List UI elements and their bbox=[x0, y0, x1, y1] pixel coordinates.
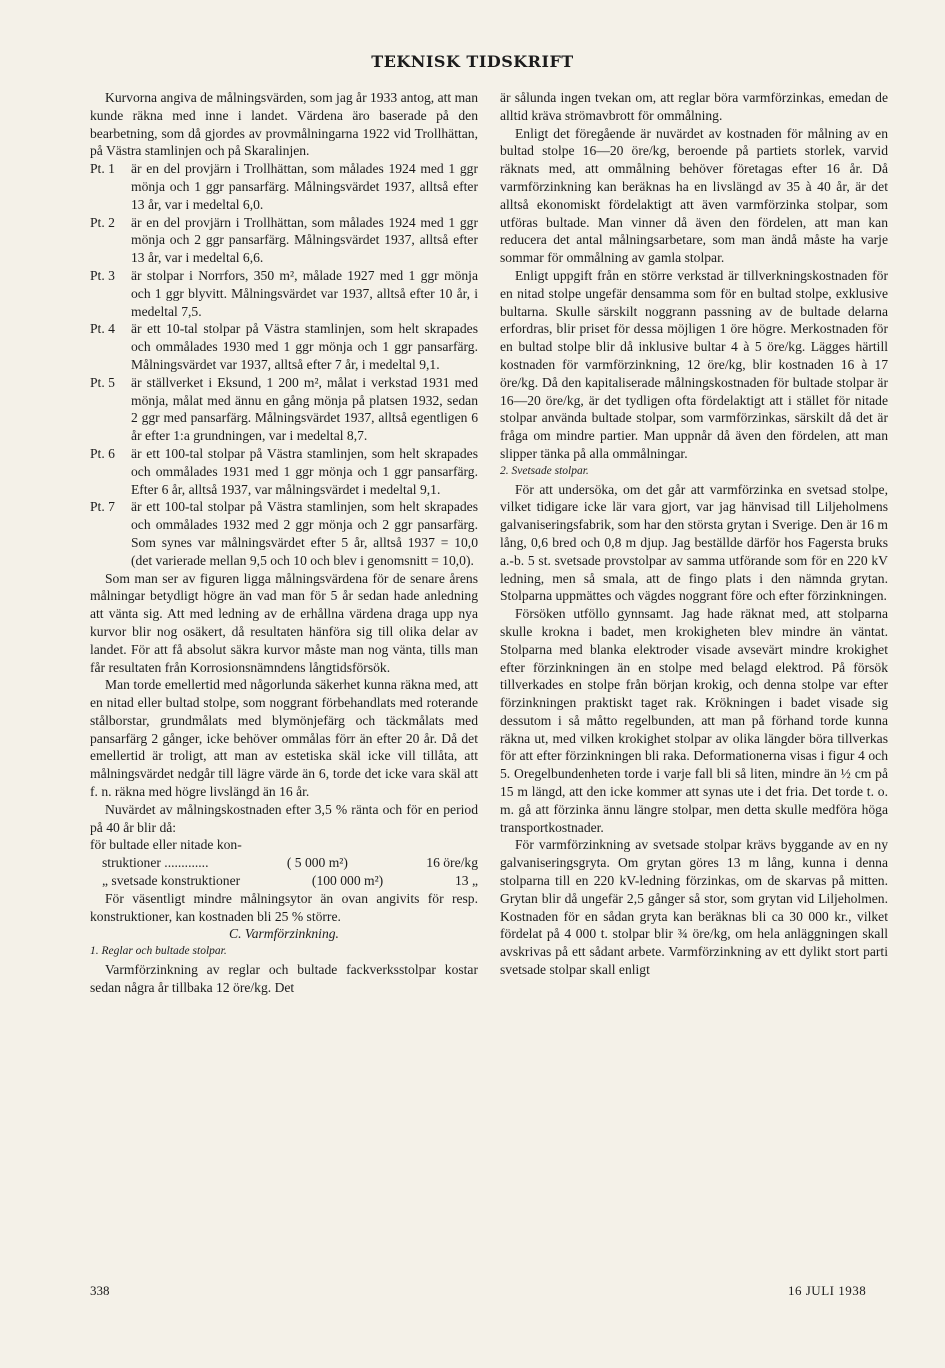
point-item: Pt. 2 är en del provjärn i Trollhättan, som målades 1924 med 1 ggr mönja och 2 ggr pansarfärg. Målningsvärdet 1937, alltså efter 13 år, var i medeltal 6,6. bbox=[90, 214, 478, 266]
varm-paragraph: Varmförzinkning av reglar och bultade fackverksstolpar kostar sedan några år tillbaka 12 öre/kg. Det bbox=[90, 962, 478, 995]
section-heading: C. Varmförzinkning. bbox=[229, 926, 339, 942]
subsection-heading: 1. Reglar och bultade stolpar. bbox=[90, 945, 227, 958]
figure-paragraph: Som man ser av figuren ligga målningsvärdena för de senare årens målningar betydligt högre än vad man för 5 år sedan hade anledning att vänta sig. Att med ledning av de erhållna värdena draga upp nya kurvor blir nog osäkert, då resultaten hänföra sig till olika delar av landet. För att få absolut säkra kurvor måste man nog vänta, tills man får resultaten från Korrosionsnämndens långtidsförsök. bbox=[90, 570, 478, 675]
cost-row-welded: „ svetsade konstruktioner (100 000 m²) 13 „ bbox=[102, 873, 478, 889]
issue-date: 16 JULI 1938 bbox=[788, 1283, 867, 1298]
point-item: Pt. 4 är ett 10-tal stolpar på Västra stamlinjen, som helt skrapades och ommålades 1930 med 1 ggr mönja och 1 ggr pansarfärg. Målningsvärdet var 1937, alltså efter 7 år, i medeltal 9,1. bbox=[90, 321, 478, 372]
left-column bbox=[90, 89, 478, 997]
intro-paragraph: Kurvorna angiva de målningsvärden, som jag år 1933 antog, att man kunde räkna med inne i landet. Värdena äro baserade på den bearbetning, som då gjordes av provmålningarna 1922 vid Trollhättan, på Västra stamlinjen och på Skaralinjen. bbox=[90, 90, 478, 159]
point-item: Pt. 3 är stolpar i Norrfors, 350 m², målade 1927 med 1 ggr mönja och 1 ggr blyvitt. Målningsvärdet var 1937, alltså efter 10 år, i medeltal 7,5. bbox=[90, 267, 478, 319]
page-number: 338 bbox=[90, 1283, 110, 1298]
calc-paragraph: Man torde emellertid med någorlunda säkerhet kunna räkna med, att en nitad eller bultad stolpe, som noggrant förbehandlats med roterande stålborstar, grundmålats med blymönjefärg och täckmålats med pansarfärg 2 gånger, icke behöver ommålas förr än efter 20 år. Då det emellertid är troligt, att man av estetiska skäl icke vill tillåta, att målningsvärdet nedgår till lägre värde än 6, torde det icke vara skäl att f. n. räkna med högre livslängd än 16 år. bbox=[90, 677, 478, 800]
point-item: Pt. 1 är en del provjärn i Trollhättan, som målades 1924 med 1 ggr mönja och 1 ggr pansarfärg. Målningsvärdet 1937, alltså efter 13 år, var i medeltal 6,0. bbox=[90, 161, 478, 212]
right-paragraph: Försöken utföllo gynnsamt. Jag hade räknat med, att stolparna skulle krokna i badet, men krokigheten blev mindre än väntat. Stolparna med blanka elektroder visade avsevärt mindre krokighet efter förzinkningen än en stolpe med belagd elektrod. På försök tillverkades en stolpe från början krokig, och denna stolpe var efter förzinkningen praktiskt taget rak. Krökningen i badet visade sig dessutom i så måtto regelbunden, att man på förhand torde kunna räkna ut, med vilken krokighet stolpar av olika längder böra tillverkas för att efter förzinkningen bli raka. Deformationerna visas i figur 4 och 5. Oregelbundenheten torde i varje fall bli så liten, mindre än ½ cm på 15 m längd, att den icke kommer att synas ute i det fria. Det torde t. o. m. gå att förzinka ännu längre stolpar, men detta skulle medföra höga transportkostnader. bbox=[500, 606, 888, 835]
right-paragraph: För att undersöka, om det går att varmförzinka en svetsad stolpe, vilket tidigare icke lär vara gjort, var jag hänvisad till Liljeholmens galvaniseringsfabrik, som har den största grytan i Sverige. Den är 16 m lång, 0,6 bred och 0,8 m djup. Jag beställde därför hos Fagersta bruks a.-b. 5 st. svetsade provstolpar av samma utförande som för en 220 kV ledning, men så smala, att de fingo plats i den nämnda grytan. Stolparna uppmättes och vägdes noggrant före och efter förzinkningen. bbox=[500, 481, 888, 604]
right-paragraph: Enligt uppgift från en större verkstad är tillverkningskostnaden för en nitad stolpe ungefär densamma som för en bultad stolpe, exklusive bultarna. Skulle särskilt noggrann passning av de bultade delarna erfordras, blir priset för dessa möjligen 1 öre högre. Merkostnaden för en bultad stolpe blir då inklusive bultar 4 à 5 öre/kg. Lägges härtill kostnaden för varmförzinkning, 12 öre/kg, blir kostnaden 16 à 17 öre/kg. Då den kapitaliserade målningskostnaden för bultade stolpar är 16—20 öre/kg, är det tydligen ofta fördelaktigt att i stället för nitade stolpar använda bultade stolpar, som varmförzinkas, särskilt då det är fråga om mindre partier. Man uppnår då även den fördelen, att man slipper tänka på alla ommålningar. bbox=[500, 267, 888, 461]
cost-intro: för bultade eller nitade kon- bbox=[90, 837, 242, 853]
point-item: Pt. 7 är ett 100-tal stolpar på Västra stamlinjen, som helt skrapades och ommålades 1932 med 2 ggr mönja och 2 ggr pansarfärg. Som synes var målningsvärdet efter 5 år, alltså 1937 = 10,0 (det varierade mellan 9,5 och 10 och blev i genomsnitt = 10,0). bbox=[90, 499, 478, 568]
cost-row-bolted: struktioner ............. ( 5 000 m²) 16 öre/kg bbox=[102, 855, 478, 871]
right-paragraph: Enligt det föregående är nuvärdet av kostnaden för målning av en bultad stolpe 16—20 öre/kg, beroende på partiets storlek, varvid räknats med, att ommålning behöver företagas efter 16 år. Då varmförzinkning kan beräknas ha en livslängd av 35 à 40 år, är det alltså ekonomiskt fördelaktigt att även varmförzinka stolpar, som utföras bultade. Man vinner då även den fördelen, att man kan reducera det antal målningsarbetare, som man ändå måste ha varje sommar för ommålning av gamla stolpar. bbox=[500, 125, 888, 266]
right-paragraph: är sålunda ingen tvekan om, att reglar böra varmförzinkas, emedan de alltid kräva strömavbrott för ommålning. bbox=[500, 90, 888, 123]
rate-paragraph: Nuvärdet av målningskostnaden efter 3,5 % ränta och för en period på 40 år blir då: bbox=[90, 801, 478, 835]
right-paragraph: För varmförzinkning av svetsade stolpar krävs byggande av en ny galvaniseringsgryta. Om grytan göres 13 m lång, kunna i denna stolparna till en 220 kV-ledning förzinkas, om de skarvas på mitten. Grytan blir då ungefär 2,5 gånger så stor, som grytan vid Liljeholmen. Kostnaden för en sådan gryta kan beräknas bli ca 30 000 kr., vilket fördelat på 4 000 t. stolpar blir ¾ öre/kg, om hela anläggningen skall avskrivas på ett sådant arbete. Varmförzinkning av ett dylikt stort parti svetsade stolpar skall enligt bbox=[500, 837, 888, 978]
subsection-heading: 2. Svetsade stolpar. bbox=[500, 464, 589, 477]
point-item: Pt. 5 är ställverket i Eksund, 1 200 m², målat i verkstad 1931 med mönja, målat med ännu en gång mönja på platsen 1932, sedan 2 ggr med pansarfärg. Målningsvärdet 1937, alltså egentligen 6 år efter 1:a grundningen, var i medeltal 8,7. bbox=[90, 374, 478, 444]
smaller-area-paragraph: För väsentligt mindre målningsytor än ovan angivits för resp. konstruktioner, kan kostnaden bli 25 % större. bbox=[90, 890, 478, 924]
right-column bbox=[500, 89, 888, 979]
point-item: Pt. 6 är ett 100-tal stolpar på Västra stamlinjen, som helt skrapades och ommålades 1931 med 1 ggr mönja och 1 ggr pansarfärg. Efter 6 år, alltså 1937, var målningsvärdet i medeltal 9,1. bbox=[90, 445, 478, 497]
masthead: TEKNISK TIDSKRIFT bbox=[371, 52, 574, 71]
